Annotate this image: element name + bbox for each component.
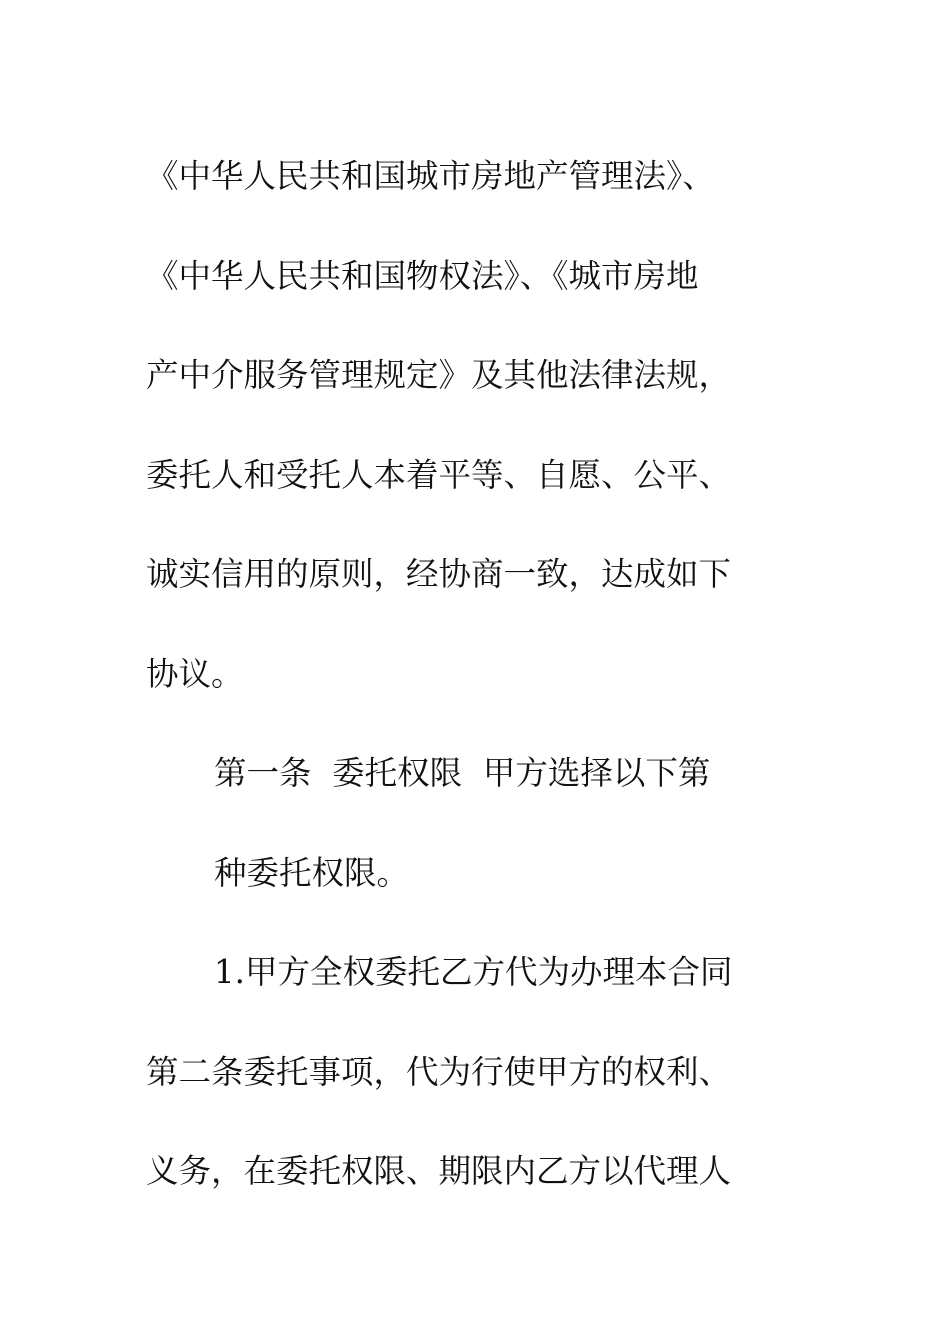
- text-line: 第二条委托事项，代为行使甲方的权利、: [146, 1052, 732, 1091]
- text-line: 协议。: [146, 654, 244, 693]
- text-line: 义务，在委托权限、期限内乙方以代理人: [146, 1152, 732, 1190]
- text-line: 诚实信用的原则，经协商一致，达成如下: [146, 555, 732, 593]
- text-line: 《中华人民共和国城市房地产管理法》、: [146, 157, 715, 195]
- text-line: 委托人和受托人本着平等、自愿、公平、: [146, 455, 732, 494]
- text-line: 种委托权限。: [214, 853, 410, 892]
- document-body: [146, 127, 786, 1222]
- text-line: 《中华人民共和国物权法》、《城市房地: [146, 256, 699, 295]
- text-line: 产中介服务管理规定》及其他法律法规，: [146, 356, 732, 394]
- article-heading-line: 第一条 委托权限 甲方选择以下第: [214, 754, 711, 792]
- clause-line: 1.甲方全权委托乙方代为办理本合同: [214, 953, 733, 991]
